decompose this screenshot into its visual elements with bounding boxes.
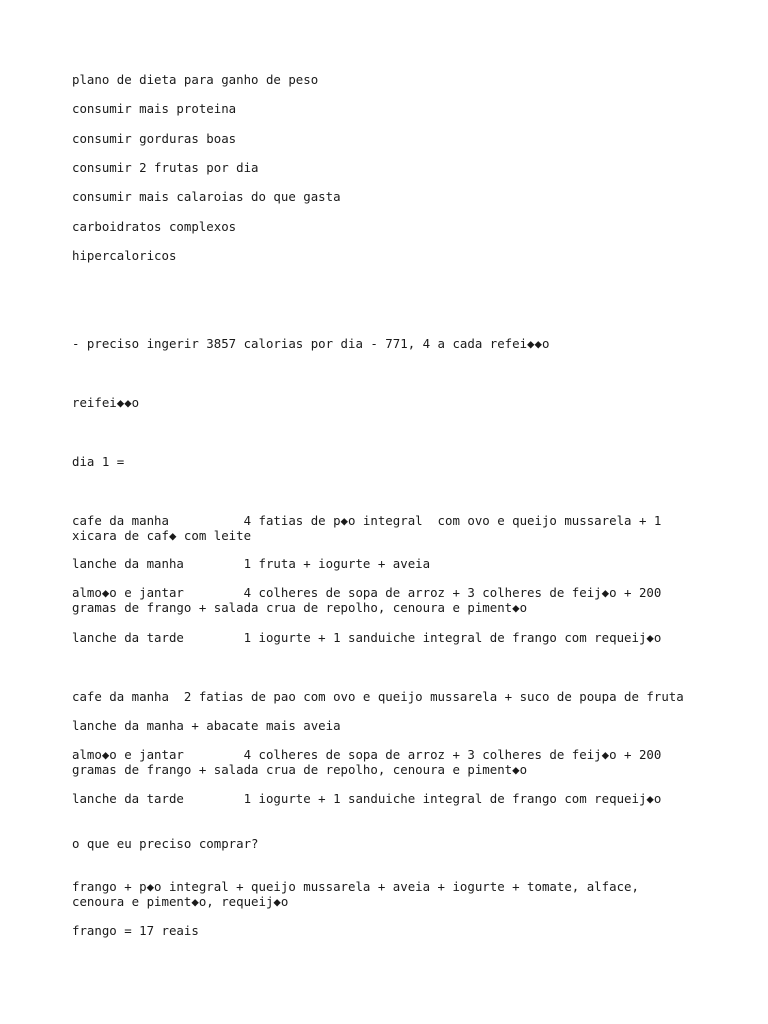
meal-line: almo◆o e jantar 4 colheres de sopa de arroz + 3 colheres de feij◆o + 200 gramas de frango + salada crua de repolho, cenoura e piment◆o [72, 585, 662, 616]
text-line: consumir gorduras boas [72, 131, 237, 146]
price-line: frango = 17 reais [72, 923, 199, 938]
text-line: consumir mais calaroias do que gasta [72, 189, 341, 204]
meal-line: cafe da manha 2 fatias de pao com ovo e queijo mussarela + suco de poupa de fruta [72, 689, 684, 704]
text-line: hipercaloricos [72, 248, 177, 263]
meal-line: lanche da tarde 1 iogurte + 1 sanduiche integral de frango com requeij◆o [72, 630, 662, 645]
heading-line: plano de dieta para ganho de peso [72, 72, 319, 87]
text-line: consumir mais proteina [72, 101, 237, 116]
text-line: - preciso ingerir 3857 calorias por dia - 771, 4 a cada refei◆◆o [72, 336, 550, 351]
text-line: o que eu preciso comprar? [72, 836, 259, 851]
meal-line: lanche da manha 1 fruta + iogurte + aveia [72, 556, 431, 571]
meal-line: cafe da manha 4 fatias de p◆o integral com ovo e queijo mussarela + 1 xicara de caf◆ com leite [72, 513, 662, 544]
text-line: carboidratos complexos [72, 219, 237, 234]
meal-line: lanche da manha + abacate mais aveia [72, 718, 341, 733]
text-line: consumir 2 frutas por dia [72, 160, 259, 175]
text-line: reifei◆◆o [72, 395, 140, 410]
shopping-list-line: frango + p◆o integral + queijo mussarela + aveia + iogurte + tomate, alface, cenoura e piment◆o, requeij◆o [72, 879, 639, 910]
meal-line: almo◆o e jantar 4 colheres de sopa de arroz + 3 colheres de feij◆o + 200 gramas de frango + salada crua de repolho, cenoura e piment◆o [72, 747, 662, 778]
meal-line: lanche da tarde 1 iogurte + 1 sanduiche integral de frango com requeij◆o [72, 791, 662, 806]
day-label: dia 1 = [72, 454, 125, 469]
